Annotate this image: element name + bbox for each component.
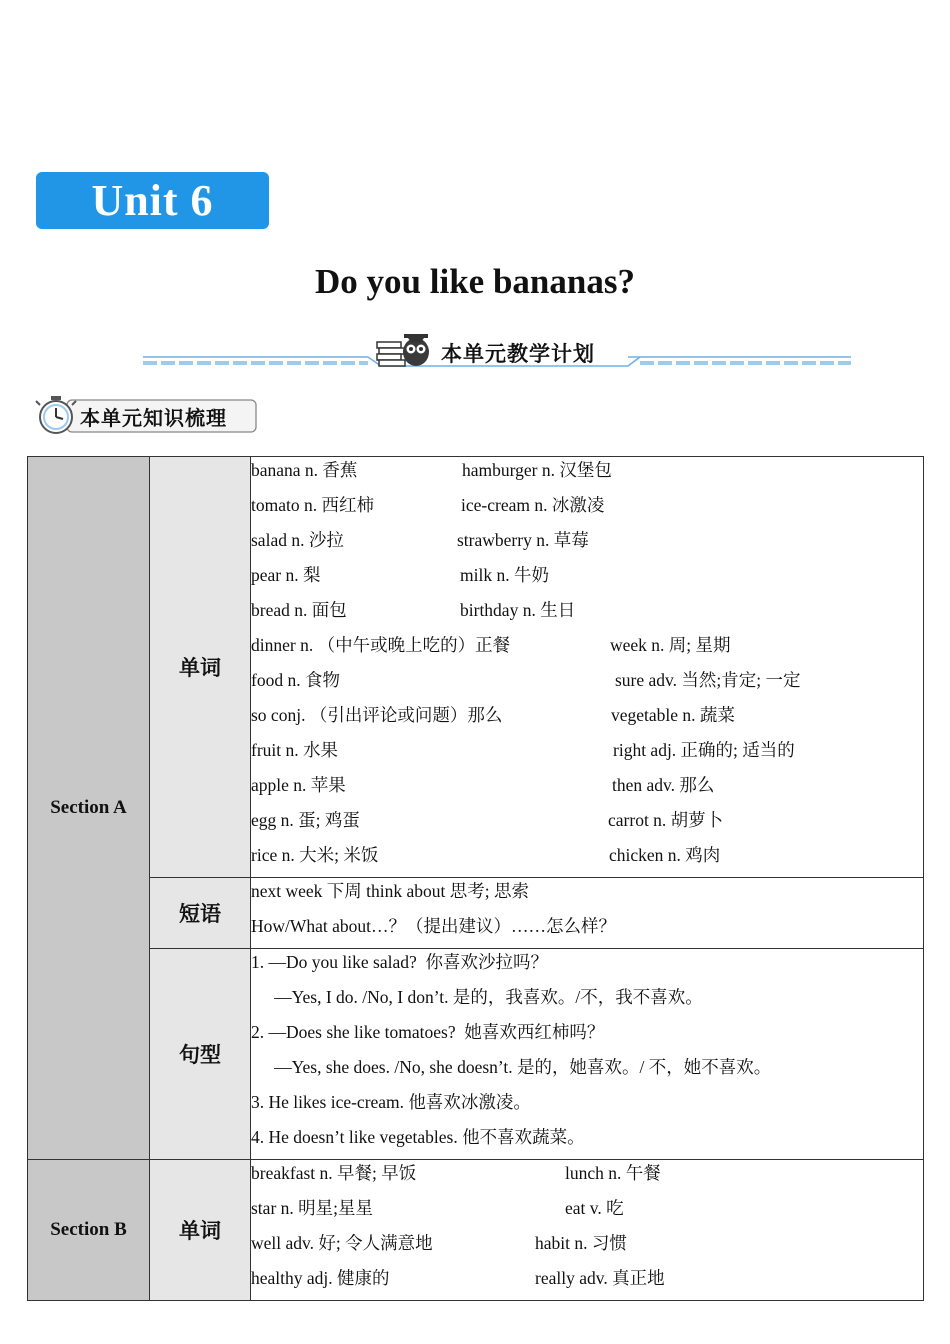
vocab-item: so conj. （引出评论或问题）那么 bbox=[251, 705, 503, 725]
vocab-row bbox=[251, 842, 923, 877]
section-b-vocab-list bbox=[251, 1160, 924, 1301]
vocab-item: right adj. 正确的; 适当的 bbox=[613, 740, 795, 760]
section-a-sentence-label: 句型 bbox=[150, 949, 251, 1160]
vocab-item: sure adv. 当然;肯定; 一定 bbox=[615, 670, 801, 690]
vocab-item: dinner n. （中午或晚上吃的）正餐 bbox=[251, 635, 511, 655]
section-a-phrase-list bbox=[251, 878, 924, 949]
vocab-item: then adv. 那么 bbox=[612, 775, 715, 795]
sentence-item: —Yes, I do. /No, I don’t. 是的，我喜欢。/不，我不喜欢。 bbox=[261, 987, 703, 1007]
sentence-item: 3. He likes ice-cream. 他喜欢冰激凌。 bbox=[251, 1092, 531, 1112]
vocab-item: food n. 食物 bbox=[251, 670, 340, 690]
knowledge-table bbox=[27, 456, 924, 1301]
phrase-item: next week 下周 think about 思考; 思索 bbox=[251, 881, 530, 901]
section-a-vocab-list bbox=[251, 457, 924, 878]
vocab-row bbox=[251, 1265, 923, 1300]
vocab-row bbox=[251, 702, 923, 737]
vocab-item: salad n. 沙拉 bbox=[251, 530, 344, 550]
sentence-item: 2. —Does she like tomatoes? 她喜欢西红柿吗？ bbox=[251, 1022, 605, 1042]
vocab-row bbox=[251, 562, 923, 597]
knowledge-section-header bbox=[34, 393, 258, 437]
section-a-vocab-label: 单词 bbox=[150, 457, 251, 878]
section-a-phrase-label: 短语 bbox=[150, 878, 251, 949]
vocab-item: pear n. 梨 bbox=[251, 565, 321, 585]
vocab-item: banana n. 香蕉 bbox=[251, 460, 358, 480]
vocab-item: ice-cream n. 冰激凌 bbox=[461, 495, 605, 515]
vocab-row bbox=[251, 632, 923, 667]
vocab-item: healthy adj. 健康的 bbox=[251, 1268, 390, 1288]
section-a-sentence-list bbox=[251, 949, 924, 1160]
vocab-item: tomato n. 西红柿 bbox=[251, 495, 374, 515]
sentence-item: 4. He doesn’t like vegetables. 他不喜欢蔬菜。 bbox=[251, 1127, 585, 1147]
books-owl-icon bbox=[377, 334, 429, 366]
page-title: Do you like bananas? bbox=[315, 262, 635, 301]
vocab-item: fruit n. 水果 bbox=[251, 740, 339, 760]
section-a-label: Section A bbox=[28, 457, 150, 1160]
vocab-item: milk n. 牛奶 bbox=[460, 565, 549, 585]
plan-header-label: 本单元教学计划 bbox=[441, 342, 595, 366]
vocab-item: birthday n. 生日 bbox=[460, 600, 576, 620]
vocab-item: rice n. 大米; 米饭 bbox=[251, 845, 379, 865]
plan-header-bar bbox=[143, 330, 851, 372]
vocab-item: apple n. 苹果 bbox=[251, 775, 346, 795]
vocab-row bbox=[251, 597, 923, 632]
vocab-item: carrot n. 胡萝卜 bbox=[608, 810, 724, 830]
vocab-item: eat v. 吃 bbox=[565, 1198, 624, 1218]
vocab-row bbox=[251, 1230, 923, 1265]
section-b-vocab-label: 单词 bbox=[150, 1160, 251, 1301]
section-b-label: Section B bbox=[28, 1160, 150, 1301]
vocab-row bbox=[251, 772, 923, 807]
vocab-item: breakfast n. 早餐; 早饭 bbox=[251, 1163, 417, 1183]
vocab-item: bread n. 面包 bbox=[251, 600, 347, 620]
vocab-item: well adv. 好; 令人满意地 bbox=[251, 1233, 433, 1253]
sentence-item: 1. —Do you like salad? 你喜欢沙拉吗？ bbox=[251, 952, 548, 972]
sentence-item: —Yes, she does. /No, she doesn’t. 是的，她喜欢。/ 不，她不喜欢。 bbox=[261, 1057, 772, 1077]
vocab-item: really adv. 真正地 bbox=[535, 1268, 665, 1288]
phrase-item: How/What about…？（提出建议）……怎么样？ bbox=[251, 916, 617, 936]
vocab-row bbox=[251, 737, 923, 772]
section-header-label: 本单元知识梳理 bbox=[80, 406, 227, 430]
vocab-row bbox=[251, 667, 923, 702]
vocab-item: strawberry n. 草莓 bbox=[457, 530, 589, 550]
vocab-item: vegetable n. 蔬菜 bbox=[611, 705, 735, 725]
vocab-item: week n. 周; 星期 bbox=[610, 635, 731, 655]
vocab-item: star n. 明星;星星 bbox=[251, 1198, 374, 1218]
vocab-item: chicken n. 鸡肉 bbox=[609, 845, 721, 865]
vocab-row bbox=[251, 807, 923, 842]
vocab-row bbox=[251, 492, 923, 527]
vocab-item: lunch n. 午餐 bbox=[565, 1163, 661, 1183]
vocab-row bbox=[251, 527, 923, 562]
unit-badge: Unit 6 bbox=[36, 172, 269, 229]
vocab-item: hamburger n. 汉堡包 bbox=[462, 460, 612, 480]
vocab-item: egg n. 蛋; 鸡蛋 bbox=[251, 810, 360, 830]
vocab-row bbox=[251, 1160, 923, 1195]
vocab-row bbox=[251, 457, 923, 492]
vocab-row bbox=[251, 1195, 923, 1230]
vocab-item: habit n. 习惯 bbox=[535, 1233, 627, 1253]
